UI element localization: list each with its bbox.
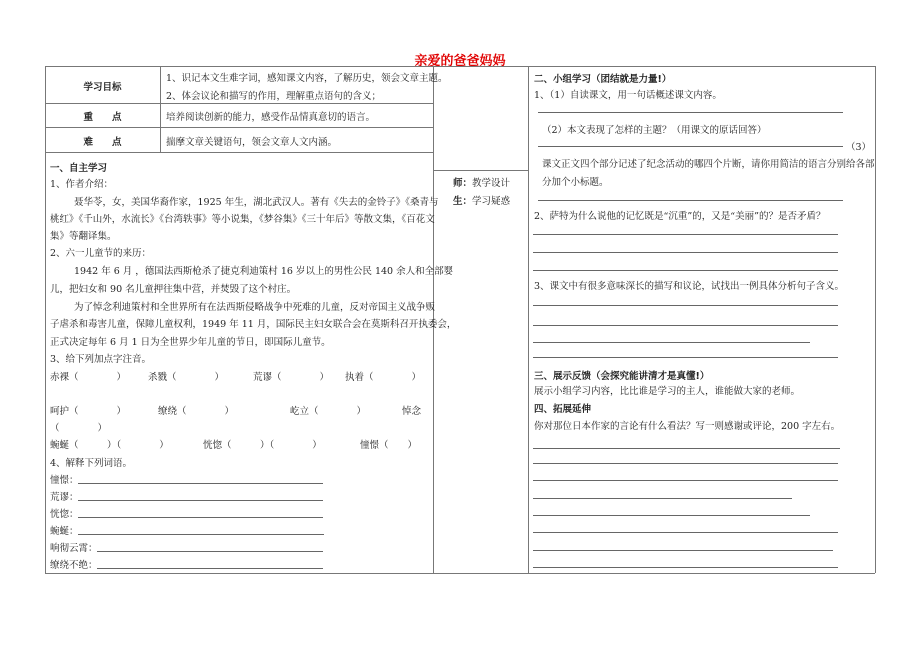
row-divider bbox=[45, 127, 433, 128]
history-line: 为了悼念利迪策村和全世界所有在法西斯侵略战争中死难的儿童，反对帝国主义战争贩 bbox=[74, 302, 436, 313]
phonetic-word: 屹立（ ） bbox=[290, 406, 367, 417]
answer-line[interactable] bbox=[78, 517, 323, 518]
row-divider bbox=[45, 152, 433, 153]
answer-line[interactable] bbox=[78, 534, 324, 535]
answer-line[interactable] bbox=[533, 567, 838, 568]
phonetic-word: 杀戮（ ） bbox=[148, 372, 225, 383]
row-divider bbox=[45, 103, 433, 104]
worksheet-title: 亲爱的爸爸妈妈 bbox=[414, 54, 506, 69]
phonetic-word: 蜿蜒（ ）（ ） bbox=[50, 440, 169, 451]
define-word: 恍惚： bbox=[50, 509, 79, 520]
history-heading: 2、六一儿童节的来历： bbox=[50, 248, 152, 259]
author-heading: 1、作者介绍： bbox=[50, 179, 114, 190]
teacher-text: 教学设计 bbox=[472, 178, 511, 189]
define-heading: 4、解释下列词语。 bbox=[50, 458, 133, 469]
student-label: 生： bbox=[453, 196, 473, 207]
table-border-bottom bbox=[45, 573, 875, 574]
answer-line[interactable] bbox=[533, 270, 838, 271]
answer-line[interactable] bbox=[533, 515, 810, 516]
phonetic-heading: 3、给下列加点字注音。 bbox=[50, 354, 152, 365]
define-word: 蜿蜒： bbox=[50, 526, 79, 537]
answer-line[interactable] bbox=[533, 234, 838, 235]
phonetic-word: 呵护（ ） bbox=[50, 406, 127, 417]
objective-item: 1、识记本文生难字词，感知课文内容，了解历史，领会文章主题。 bbox=[166, 73, 448, 84]
middle-row-divider bbox=[433, 170, 528, 171]
define-word: 响彻云霄： bbox=[50, 543, 98, 554]
phonetic-word: 恍惚（ ）（ ） bbox=[203, 440, 322, 451]
answer-line[interactable] bbox=[533, 342, 810, 343]
difficult-points-text: 揣摩文章关键语句，领会文章人文内涵。 bbox=[166, 137, 338, 148]
answer-line[interactable] bbox=[533, 357, 838, 358]
answer-line[interactable] bbox=[538, 146, 843, 147]
objectives-label: 学习目标 bbox=[83, 82, 122, 93]
define-word: 荒谬： bbox=[50, 492, 79, 503]
answer-line[interactable] bbox=[538, 200, 843, 201]
history-line: 1942 年 6 月 ，德国法西斯枪杀了捷克利迪策村 16 岁以上的男性公民 140 余人和全部婴 bbox=[74, 266, 454, 277]
history-line: 正式决定每年 6 月 1 日为全世界少年儿童的节日，即国际儿童节。 bbox=[50, 337, 331, 348]
question-3: 3、课文中有很多意味深长的描写和议论，试找出一例具体分析句子含义。 bbox=[534, 281, 845, 292]
feedback-text: 展示小组学习内容，比比谁是学习的主人，谁能做大家的老师。 bbox=[534, 386, 801, 397]
phonetic-word: （ ） bbox=[50, 423, 108, 434]
self-study-heading: 一、自主学习 bbox=[50, 163, 108, 174]
table-border-top bbox=[45, 66, 875, 67]
answer-line[interactable] bbox=[78, 500, 323, 501]
answer-line[interactable] bbox=[533, 498, 792, 499]
answer-line[interactable] bbox=[97, 568, 323, 569]
extension-text: 你对那位日本作家的言论有什么看法？写一则感谢或评论，200 字左右。 bbox=[534, 421, 841, 432]
objectives-divider bbox=[160, 66, 161, 152]
objective-item: 2、体会议论和描写的作用，理解重点语句的含义； bbox=[166, 91, 382, 102]
question-1c-number: （3） bbox=[846, 142, 872, 153]
answer-line[interactable] bbox=[533, 480, 838, 481]
phonetic-word: 赤裸（ ） bbox=[50, 372, 127, 383]
answer-line[interactable] bbox=[533, 463, 838, 464]
answer-line[interactable] bbox=[78, 483, 323, 484]
author-line: 集》等翻译集。 bbox=[50, 231, 117, 242]
teacher-note bbox=[453, 175, 510, 189]
column-divider-right bbox=[528, 66, 529, 573]
answer-line[interactable] bbox=[97, 551, 323, 552]
question-1c-line: 分加个小标题。 bbox=[542, 177, 609, 188]
define-word: 憧憬： bbox=[50, 475, 79, 486]
phonetic-word: 悼念 bbox=[402, 406, 422, 417]
answer-line[interactable] bbox=[538, 112, 843, 113]
phonetic-word: 憧憬（ ） bbox=[360, 440, 418, 451]
answer-line[interactable] bbox=[533, 305, 838, 306]
question-2: 2、萨特为什么说他的记忆既是“沉重”的，又是“美丽”的？是否矛盾？ bbox=[534, 211, 826, 222]
table-border-right bbox=[875, 66, 876, 573]
answer-line[interactable] bbox=[533, 448, 840, 449]
author-line: 聂华苓，女，美国华裔作家，1925 年生，湖北武汉人。著有《失去的金铃子》《桑青与 bbox=[74, 197, 439, 208]
key-points-label: 重 点 bbox=[83, 112, 122, 123]
group-study-heading: 二、小组学习（团结就是力量!） bbox=[534, 74, 672, 85]
history-line: 儿，把妇女和 90 名儿童押往集中营，并焚毁了这个村庄。 bbox=[50, 284, 297, 295]
difficult-points-label: 难 点 bbox=[83, 137, 122, 148]
answer-line[interactable] bbox=[533, 550, 833, 551]
extension-heading: 四、拓展延伸 bbox=[534, 404, 592, 415]
history-line: 子虐杀和毒害儿童，保障儿童权利，1949 年 11 月，国际民主妇女联合会在莫斯科召开执委会， bbox=[50, 319, 457, 330]
student-text: 学习疑惑 bbox=[472, 196, 511, 207]
teacher-label: 师： bbox=[453, 178, 473, 189]
student-note bbox=[453, 193, 510, 207]
answer-line[interactable] bbox=[533, 252, 838, 253]
question-1b: （2）本文表现了怎样的主题？（用课文的原话回答） bbox=[542, 125, 767, 136]
key-points-text: 培养阅读创新的能力，感受作品情真意切的语言。 bbox=[166, 112, 376, 123]
phonetic-word: 荒谬（ ） bbox=[253, 372, 330, 383]
phonetic-word: 缭绕（ ） bbox=[158, 406, 235, 417]
define-word: 缭绕不绝： bbox=[50, 560, 98, 571]
author-line: 桃红》《千山外，水流长》《台湾轶事》等小说集，《梦谷集》《三十年后》等散文集，《百花文 bbox=[50, 214, 435, 225]
question-1a: 1、（1）自读课文，用一句话概述课文内容。 bbox=[534, 90, 722, 101]
answer-line[interactable] bbox=[533, 532, 838, 533]
phonetic-word: 执着（ ） bbox=[345, 372, 422, 383]
feedback-heading: 三、展示反馈（会探究能讲清才是真懂!） bbox=[534, 371, 710, 382]
question-1c-line: 课文正文四个部分记述了纪念活动的哪四个片断，请你用简洁的语言分别给各部 bbox=[542, 159, 875, 170]
answer-line[interactable] bbox=[533, 325, 838, 326]
